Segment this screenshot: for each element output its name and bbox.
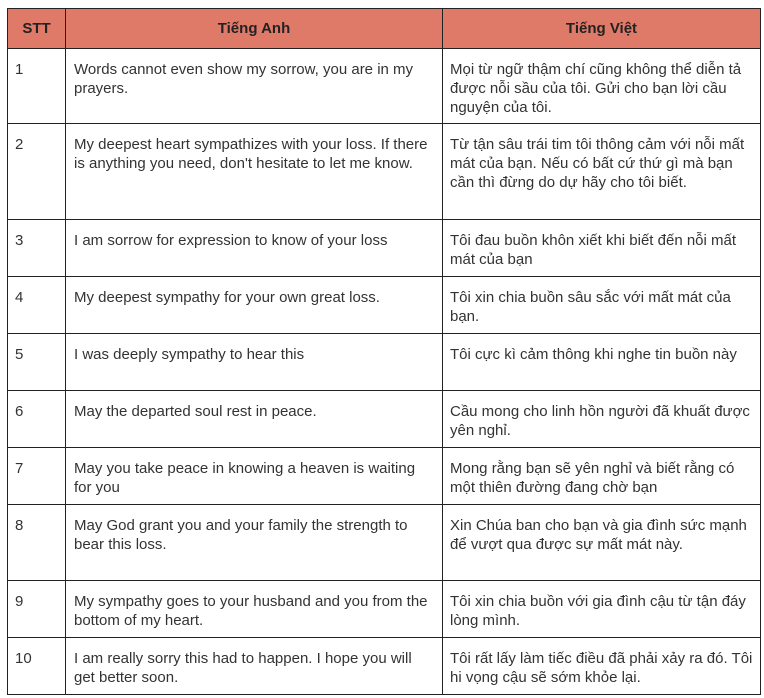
row-number: 2 [8, 124, 66, 220]
header-stt: STT [8, 9, 66, 49]
table-row [8, 334, 761, 391]
vietnamese-phrase: Mong rằng bạn sẽ yên nghỉ và biết rằng có một thiên đường đang chờ bạn [443, 448, 761, 505]
table-row [8, 581, 761, 638]
header-vietnamese: Tiếng Việt [443, 9, 761, 49]
table-row [8, 220, 761, 277]
row-number: 7 [8, 448, 66, 505]
row-number: 8 [8, 505, 66, 581]
row-number: 10 [8, 638, 66, 695]
english-phrase: My deepest sympathy for your own great loss. [66, 277, 443, 334]
english-phrase: May you take peace in knowing a heaven is waiting for you [66, 448, 443, 505]
condolence-phrases-table [7, 8, 761, 695]
english-phrase: I am really sorry this had to happen. I hope you will get better soon. [66, 638, 443, 695]
row-number: 9 [8, 581, 66, 638]
vietnamese-phrase: Tôi rất lấy làm tiếc điều đã phải xảy ra đó. Tôi hi vọng cậu sẽ sớm khỏe lại. [443, 638, 761, 695]
vietnamese-phrase: Mọi từ ngữ thậm chí cũng không thể diễn tả được nỗi sầu của tôi. Gửi cho bạn lời cầu nguyện của tôi. [443, 49, 761, 124]
vietnamese-phrase: Tôi cực kì cảm thông khi nghe tin buồn này [443, 334, 761, 391]
table-row [8, 505, 761, 581]
english-phrase: Words cannot even show my sorrow, you are in my prayers. [66, 49, 443, 124]
row-number: 6 [8, 391, 66, 448]
vietnamese-phrase: Tôi đau buồn khôn xiết khi biết đến nỗi mất mát của bạn [443, 220, 761, 277]
vietnamese-phrase: Tôi xin chia buồn với gia đình cậu từ tận đáy lòng mình. [443, 581, 761, 638]
row-number: 1 [8, 49, 66, 124]
english-phrase: I am sorrow for expression to know of your loss [66, 220, 443, 277]
vietnamese-phrase: Xin Chúa ban cho bạn và gia đình sức mạnh để vượt qua được sự mất mát này. [443, 505, 761, 581]
table-row [8, 49, 761, 124]
table-row [8, 124, 761, 220]
row-number: 3 [8, 220, 66, 277]
header-row [8, 9, 761, 49]
table-row [8, 448, 761, 505]
english-phrase: May God grant you and your family the strength to bear this loss. [66, 505, 443, 581]
english-phrase: I was deeply sympathy to hear this [66, 334, 443, 391]
row-number: 4 [8, 277, 66, 334]
row-number: 5 [8, 334, 66, 391]
english-phrase: My sympathy goes to your husband and you from the bottom of my heart. [66, 581, 443, 638]
table-row [8, 277, 761, 334]
phrases-table-container [7, 8, 761, 695]
english-phrase: May the departed soul rest in peace. [66, 391, 443, 448]
vietnamese-phrase: Cầu mong cho linh hồn người đã khuất được yên nghỉ. [443, 391, 761, 448]
table-row [8, 391, 761, 448]
header-english: Tiếng Anh [66, 9, 443, 49]
english-phrase: My deepest heart sympathizes with your loss. If there is anything you need, don't hesitate to let me know. [66, 124, 443, 220]
table-row [8, 638, 761, 695]
vietnamese-phrase: Từ tận sâu trái tim tôi thông cảm với nỗi mất mát của bạn. Nếu có bất cứ thứ gì mà bạn cần thì đừng do dự hãy cho tôi biết. [443, 124, 761, 220]
vietnamese-phrase: Tôi xin chia buồn sâu sắc với mất mát của bạn. [443, 277, 761, 334]
